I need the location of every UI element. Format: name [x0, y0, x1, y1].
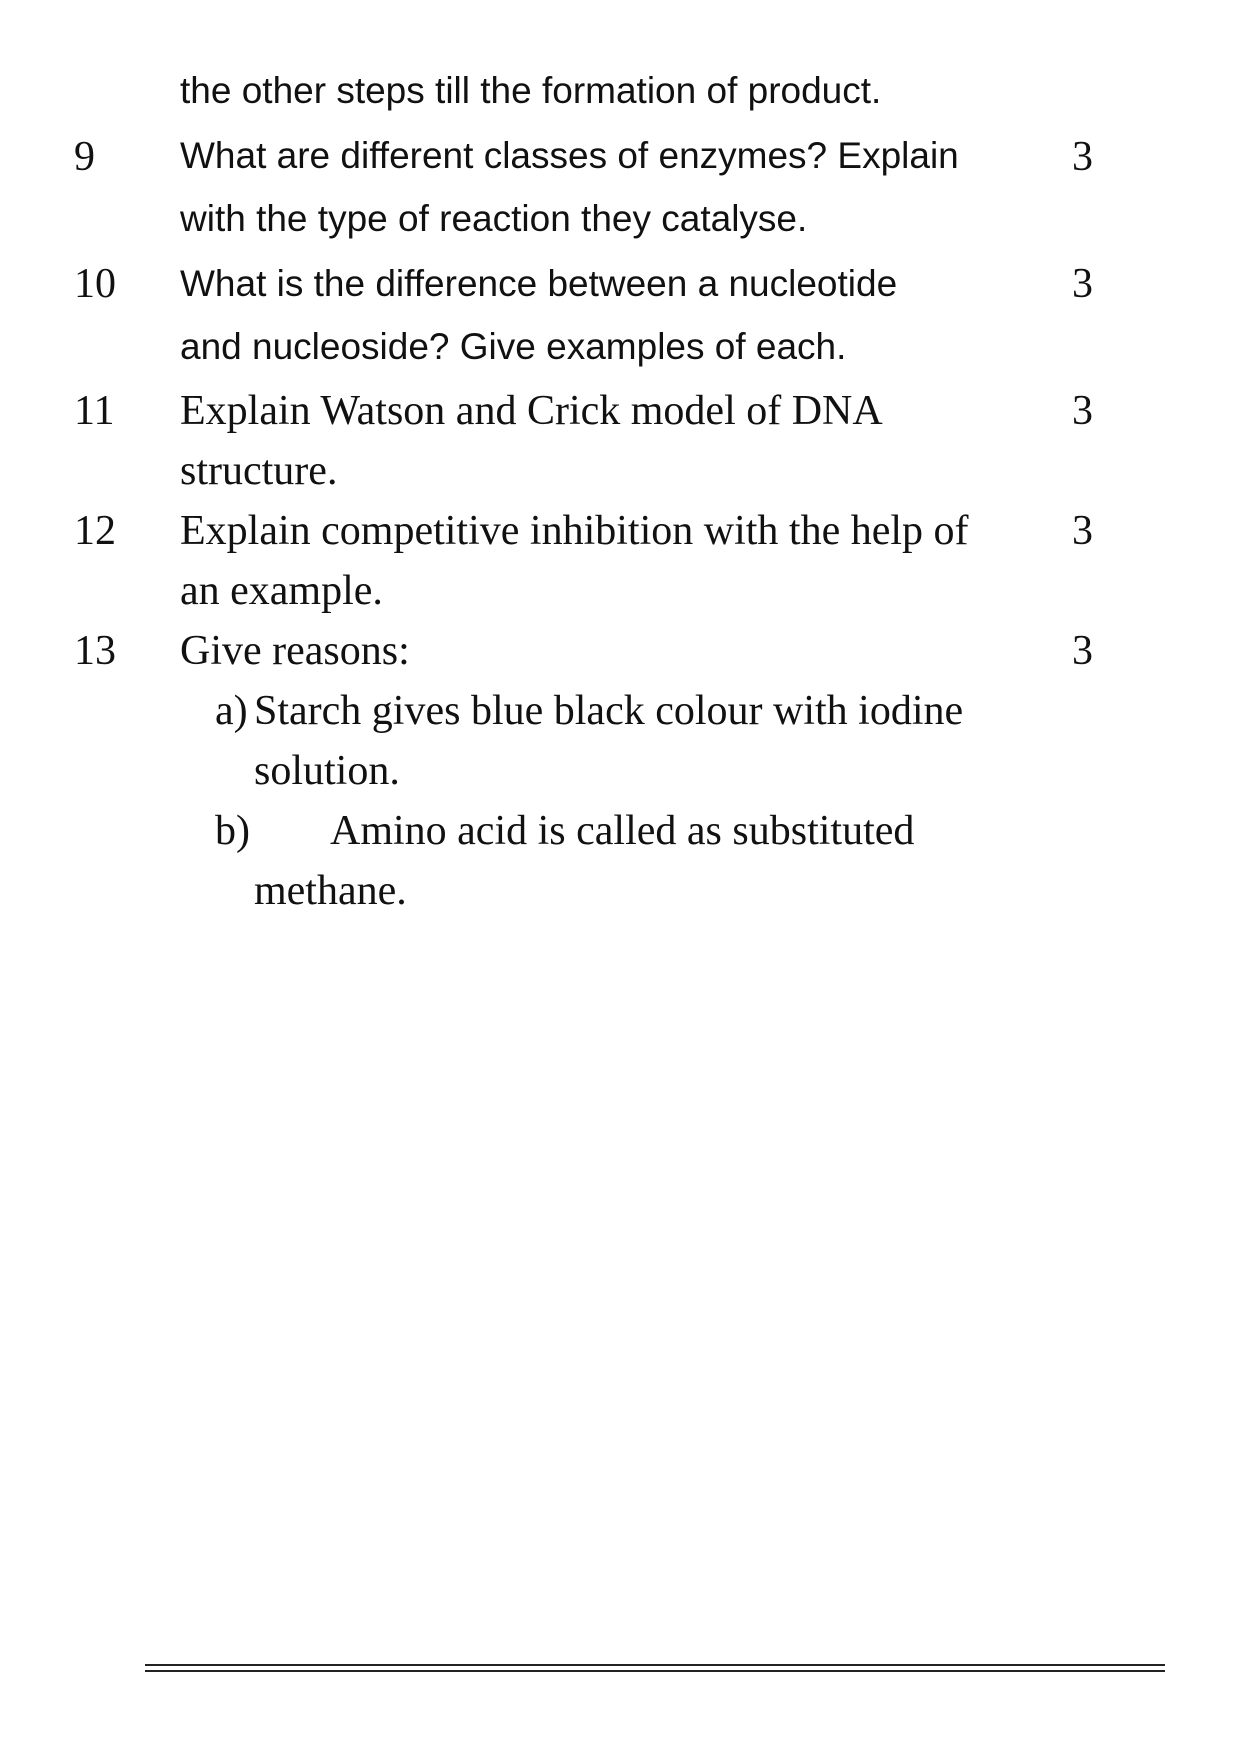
question-text: Explain competitive inhibition with the help of	[180, 508, 969, 554]
sub-item-text: solution.	[254, 748, 400, 794]
question-text: and nucleoside? Give examples of each.	[180, 326, 847, 367]
question-number: 10	[74, 261, 116, 307]
question-text: What are different classes of enzymes? Explain	[180, 135, 959, 176]
sub-item-label: a)	[215, 688, 248, 734]
question-text: Give reasons:	[180, 628, 410, 674]
question-marks: 3	[1072, 508, 1093, 554]
question-text: an example.	[180, 568, 383, 614]
question-number: 11	[74, 388, 115, 434]
question-marks: 3	[1072, 134, 1093, 180]
sub-item-label: b)	[215, 808, 250, 854]
question-marks: 3	[1072, 628, 1093, 674]
question-text: with the type of reaction they catalyse.	[180, 198, 808, 239]
question-number: 13	[74, 628, 116, 674]
sub-item-text: Starch gives blue black colour with iodine	[254, 688, 964, 734]
question-marks: 3	[1072, 388, 1093, 434]
footer-rule-top	[145, 1664, 1165, 1666]
question-text: Explain Watson and Crick model of DNA	[180, 388, 883, 434]
sub-item-text: methane.	[254, 868, 407, 914]
continuation-text: the other steps till the formation of product.	[180, 70, 882, 111]
footer-rule-bottom	[145, 1670, 1165, 1672]
question-text: structure.	[180, 448, 338, 494]
question-marks: 3	[1072, 261, 1093, 307]
sub-item-text: Amino acid is called as substituted	[330, 808, 915, 854]
question-text: What is the difference between a nucleotide	[180, 263, 898, 304]
question-number: 12	[74, 508, 116, 554]
question-number: 9	[74, 134, 95, 180]
